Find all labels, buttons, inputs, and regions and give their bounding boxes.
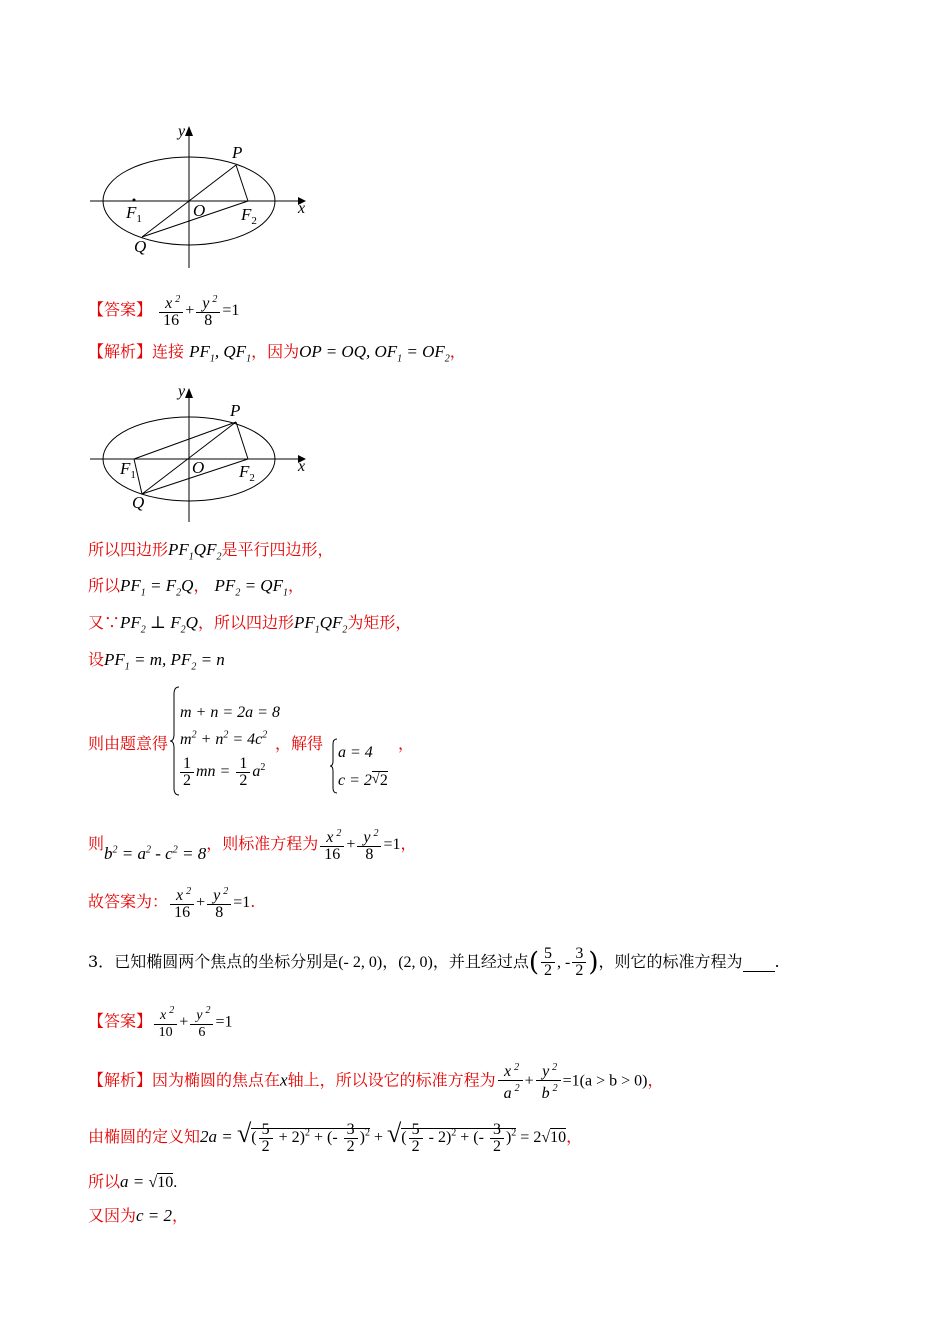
fig2-f1-label: $F_1$ [120,459,136,481]
line-final-answer: 故答案为： $\frac{x ^2}{16}$ + $\frac{y ^2}{8}$ =1. [88,886,256,922]
line-rectangle: 又$\because PF_2$ ⊥ $F_2Q$，所以四边形$PF_1QF_2$为矩形， [88,613,412,636]
solution-row-2: c = 2 √ 2 [338,772,388,789]
system-row-3: $\frac{1}{2}$ mn = $\frac{1}{2}$ $a^2$ [178,756,265,789]
answer-tag: 【答案】 [88,300,153,320]
analysis-line-3: 【解析】因为椭圆的焦点在x轴上，所以设它的标准方程为 $\frac{x ^2}{a ^2}$ + $\frac{y ^2}{b ^2}$ =1(a > b > 0)， [88,1062,664,1102]
system-row-2: $m^2 + n^2 = 4c^2$ [180,730,268,749]
fig2-y-label: y [178,383,186,400]
line-definition: 由椭圆的定义知2a = √( $\frac{5}{2}$ + 2)$^2$ + (- $\frac{3}{2}$ )$^2$ + √( $\frac{5}{2}$ - 2)$^2$ + (- $\frac{3}{2}$ )$^2$ = 2√10， [88,1119,583,1155]
fig1-o-label: O [193,201,206,220]
line-solve-label: ，解得 [275,734,324,753]
fig2-o-label: O [192,458,205,477]
line-so-equal: 所以$PF_1 = F_2Q$， $PF_2 = QF_1$， [88,576,304,599]
ellipse-figure-2 [86,380,316,526]
fraction-x2-16: $\frac{x ^2}{16}$ [159,292,183,329]
system-row-1: m + n = 2a = 8 [180,704,280,721]
left-brace-solution [330,738,338,794]
line-a-value: 所以a = √10. [88,1172,178,1191]
line-c-value: 又因为c = 2， [88,1206,189,1225]
fig1-q-label: Q [134,237,147,256]
fig1-f1-label: $F_1$ [126,203,142,225]
answer-blank[interactable] [743,952,775,972]
line-b-squared: 则$b^2 = a^2 - c^2 = 8$，则标准方程为 $\frac{x ^2}{16}$ + $\frac{y ^2}{8}$ =1， [88,828,417,864]
line-parallelogram: 所以四边形$PF_1QF_2$是平行四边形， [88,540,334,563]
ellipse-figure-1 [86,118,316,274]
fig1-x-label: x [298,200,306,217]
fig2-q-label: Q [132,493,145,512]
fig1-y-label: y [178,123,186,140]
answer-line-1: 【答案】 $\frac{x ^2}{16}$ + $\frac{y ^2}{8}$ =1 [88,294,240,330]
line-system-end: ， [398,734,415,753]
line-system-label: 则由题意得 [88,734,169,753]
fraction-y2-8: $\frac{y ^2}{8}$ [196,292,220,329]
fig2-p-label: P [230,401,241,420]
solution-row-1: a = 4 [338,744,373,761]
answer-line-3: 【答案】 $\frac{x ^2}{10}$ + $\frac{y ^2}{6}$ =1 [88,1005,233,1040]
line-let: 设$PF_1 = m$, $PF_2 = n$ [88,650,225,673]
fig2-x-label: x [298,458,306,475]
fig1-f2-label: $F_2$ [241,205,257,227]
fig1-p-label: P [232,143,243,162]
analysis-line-1: 【解析】连接 $PF_1$, $QF_1$，因为OP = OQ, $OF_1 = OF_2$， [88,342,466,365]
question-3: 3．已知椭圆两个焦点的坐标分别是(- 2, 0)，(2, 0)，并且经过点( $\frac{5}{2}$ , - $\frac{3}{2}$ )，则它的标准方程为 . [88,945,780,979]
fig2-f2-label: $F_2$ [239,462,255,484]
